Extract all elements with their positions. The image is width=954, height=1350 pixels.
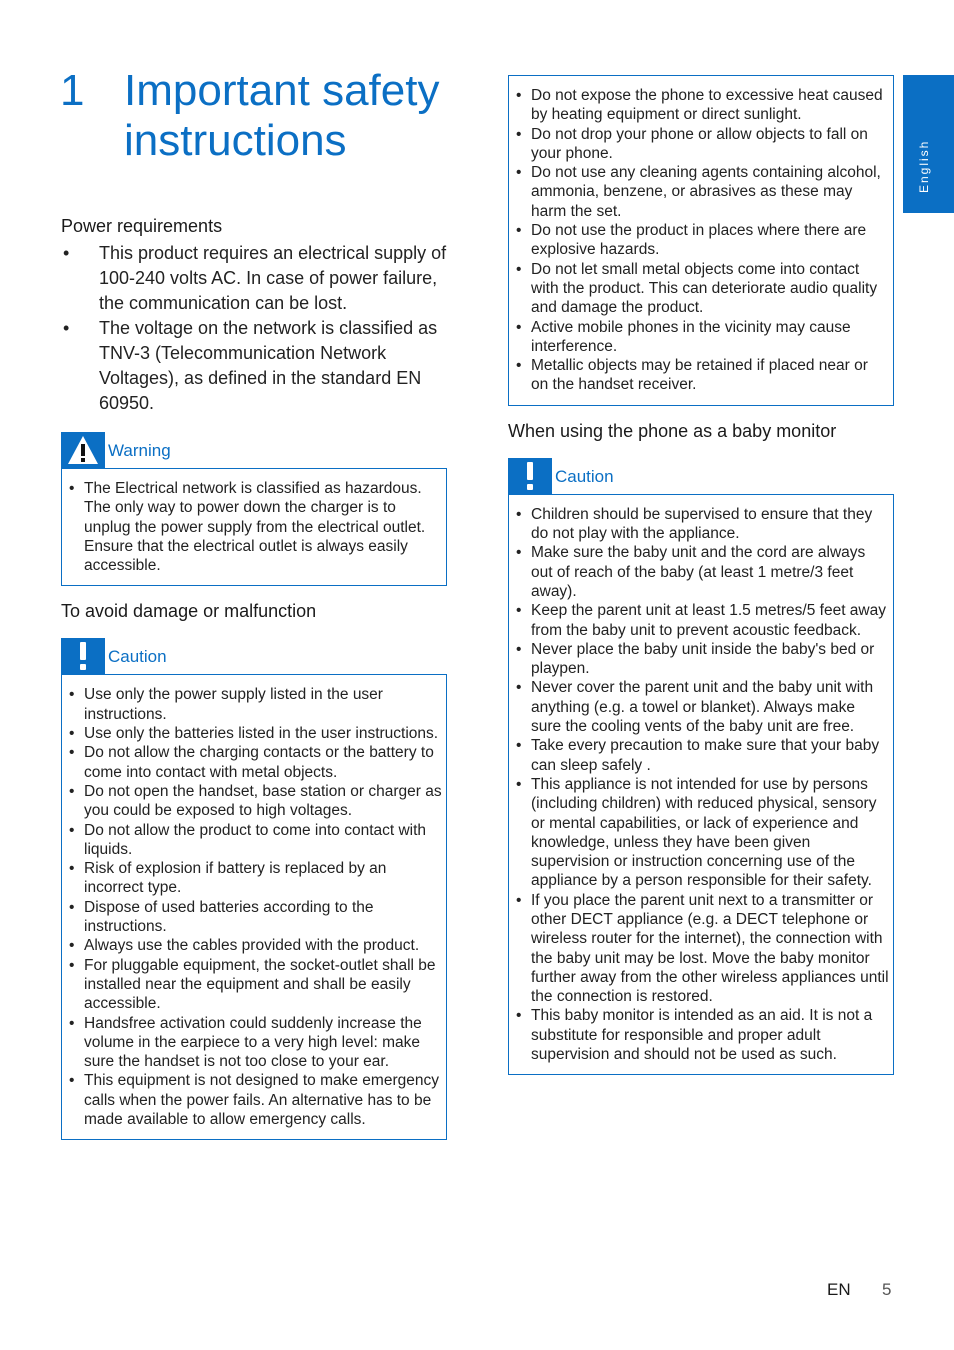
warning-header xyxy=(61,432,447,468)
list-item: • Never place the baby unit inside the baby's bed or playpen. xyxy=(512,640,889,679)
warning-label: Warning xyxy=(108,441,171,460)
left-column xyxy=(61,215,447,1140)
baby-monitor-heading: When using the phone as a baby monitor xyxy=(508,420,837,441)
list-item: • This product requires an electrical supply of 100-240 volts AC. In case of power failure, the communication can be lost. xyxy=(61,241,447,316)
list-item: • Never cover the parent unit and the baby unit with anything (e.g. a towel or blanket). Always make sure the cooling vents of the baby unit are free. xyxy=(512,678,889,736)
chapter-title: Important safety instructions xyxy=(124,66,440,165)
list-item: • Make sure the baby unit and the cord are always out of reach of the baby (at least 1 metre/3 feet away). xyxy=(512,543,889,601)
list-item: • Take every precaution to make sure that your baby can sleep safely . xyxy=(512,736,889,775)
list-item: • Metallic objects may be retained if placed near or on the handset receiver. xyxy=(512,356,889,395)
list-item: • Keep the parent unit at least 1.5 metres/5 feet away from the baby unit to prevent acoustic feedback. xyxy=(512,601,889,640)
list-item: • Do not let small metal objects come into contact with the product. This can deteriorate audio quality and damage the product. xyxy=(512,260,889,318)
list-item: • This equipment is not designed to make emergency calls when the power fails. An alternative has to be made available to allow emergency calls. xyxy=(65,1071,442,1129)
language-tab-label: English xyxy=(917,139,931,193)
footer-language: EN xyxy=(827,1280,851,1299)
list-item: • Do not allow the product to come into contact with liquids. xyxy=(65,821,442,860)
list-item: • Do not allow the charging contacts or the battery to come into contact with metal objects. xyxy=(65,743,442,782)
list-item: • The voltage on the network is classified as TNV-3 (Telecommunication Network Voltages), as defined in the standard EN 60950. xyxy=(61,316,447,416)
chapter-number: 1 xyxy=(60,66,85,115)
list-item: • Handsfree activation could suddenly increase the volume in the earpiece to a very high level: make sure the handset is not too close to your ear. xyxy=(65,1014,442,1072)
list-item: • Do not open the handset, base station or charger as you could be exposed to high voltages. xyxy=(65,782,442,821)
list-item: • Do not use the product in places where there are explosive hazards. xyxy=(512,221,889,260)
list-item: • If you place the parent unit next to a transmitter or other DECT appliance (e.g. a DECT telephone or wireless router for the internet), the connection with the baby unit may be lost. Move the baby monitor further away from the other wireless appliances until the connection is restored. xyxy=(512,891,889,1007)
damage-caution-list xyxy=(65,685,442,1129)
damage-caution-header xyxy=(61,638,447,674)
baby-caution-list xyxy=(512,505,889,1065)
list-item: • Do not use any cleaning agents containing alcohol, ammonia, benzene, or abrasives as these may harm the set. xyxy=(512,163,889,221)
list-item: • Risk of explosion if battery is replaced by an incorrect type. xyxy=(65,859,442,898)
exclamation-icon xyxy=(525,462,535,490)
damage-caution-box xyxy=(61,674,447,1140)
baby-caution-box xyxy=(508,494,894,1076)
caution-icon-box xyxy=(508,458,552,494)
list-item: • This baby monitor is intended as an aid. It is not a substitute for responsible and proper adult supervision and should not be used as such. xyxy=(512,1006,889,1064)
warning-icon-box xyxy=(61,432,105,468)
list-item: • Always use the cables provided with the product. xyxy=(65,936,442,955)
warning-box xyxy=(61,468,447,586)
list-item: • This appliance is not intended for use by persons (including children) with reduced physical, sensory or mental capabilities, or lack of experience and knowledge, unless they have been given supervision or instruction concerning use of the appliance by a person responsible for their safety. xyxy=(512,775,889,891)
list-item: • Use only the batteries listed in the user instructions. xyxy=(65,724,442,743)
right-column xyxy=(508,75,894,1075)
list-item: • Use only the power supply listed in the user instructions. xyxy=(65,685,442,724)
power-requirements-heading: Power requirements xyxy=(61,216,223,236)
list-item: • Active mobile phones in the vicinity may cause interference. xyxy=(512,318,889,357)
list-item: • Children should be supervised to ensure that they do not play with the appliance. xyxy=(512,505,889,544)
warning-list xyxy=(65,479,442,575)
list-item: • The Electrical network is classified as hazardous. The only way to power down the charger is to unplug the power supply from the electrical outlet. Ensure that the electrical outlet is always easily accessible. xyxy=(65,479,442,575)
baby-caution-label: Caution xyxy=(555,466,614,486)
warning-triangle-icon xyxy=(67,435,99,465)
list-item: • Do not expose the phone to excessive heat caused by heating equipment or direct sunlight. xyxy=(512,86,889,125)
continued-caution-box xyxy=(508,75,894,406)
power-requirements-list xyxy=(61,241,447,416)
caution-icon-box xyxy=(61,638,105,674)
continued-caution-list xyxy=(512,86,889,395)
baby-caution-header xyxy=(508,458,894,494)
page-number: 5 xyxy=(882,1280,892,1299)
exclamation-icon xyxy=(78,642,88,670)
list-item: • Do not drop your phone or allow objects to fall on your phone. xyxy=(512,125,889,164)
list-item: • Dispose of used batteries according to the instructions. xyxy=(65,898,442,937)
damage-caution-label: Caution xyxy=(108,647,167,667)
list-item: • For pluggable equipment, the socket-outlet shall be installed near the equipment and shall be easily accessible. xyxy=(65,956,442,1014)
language-tab xyxy=(903,75,954,213)
damage-heading: To avoid damage or malfunction xyxy=(61,601,317,622)
